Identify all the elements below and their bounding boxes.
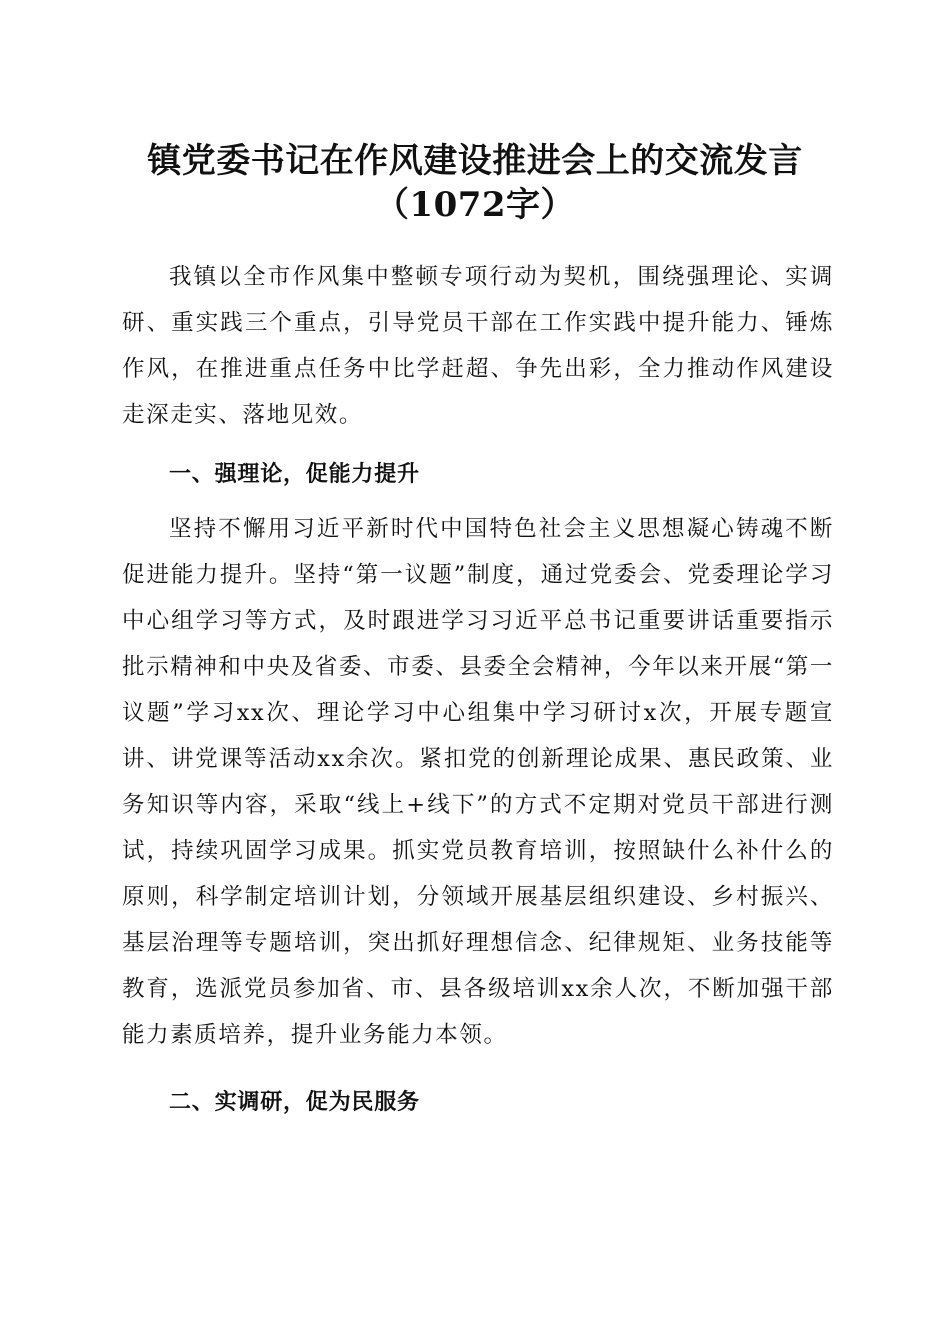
document-title: 镇党委书记在作风建设推进会上的交流发言	[147, 141, 803, 181]
section-paragraph-1: 坚持不懈用习近平新时代中国特色社会主义思想凝心铸魂不断促进能力提升。坚持“第一议题”制度，通过党委会、党委理论学习中心组学习等方式，及时跟进学习习近平总书记重要讲话重要指示批示精神和中央及省委、市委、县委全会精神，今年以来开展“第一议题”学习xx次、理论学习中心组集中学习研讨x次，开展专题宣讲、讲党课等活动xx余次。紧扣党的创新理论成果、惠民政策、业务知识等内容，采取“线上+线下”的方式不定期对党员干部进行测试，持续巩固学习成果。抓实党员教育培训，按照缺什么补什么的原则，科学制定培训计划，分领域开展基层组织建设、乡村振兴、基层治理等专题培训，突出抓好理想信念、纪律规矩、业务技能等教育，选派党员参加省、市、县各级培训xx余人次，不断加强干部能力素质培养，提升业务能力本领。	[122, 516, 835, 1048]
intro-paragraph: 我镇以全市作风集中整顿专项行动为契机，围绕强理论、实调研、重实践三个重点，引导党员干部在工作实践中提升能力、锤炼作风，在推进重点任务中比学赶超、争先出彩，全力推动作风建设走深走实、落地见效。	[122, 264, 834, 428]
section-heading-1: 一、强理论，促能力提升	[169, 462, 420, 487]
document-word-count: （1072字）	[374, 185, 576, 225]
section-heading-2: 二、实调研，促为民服务	[169, 1090, 420, 1115]
